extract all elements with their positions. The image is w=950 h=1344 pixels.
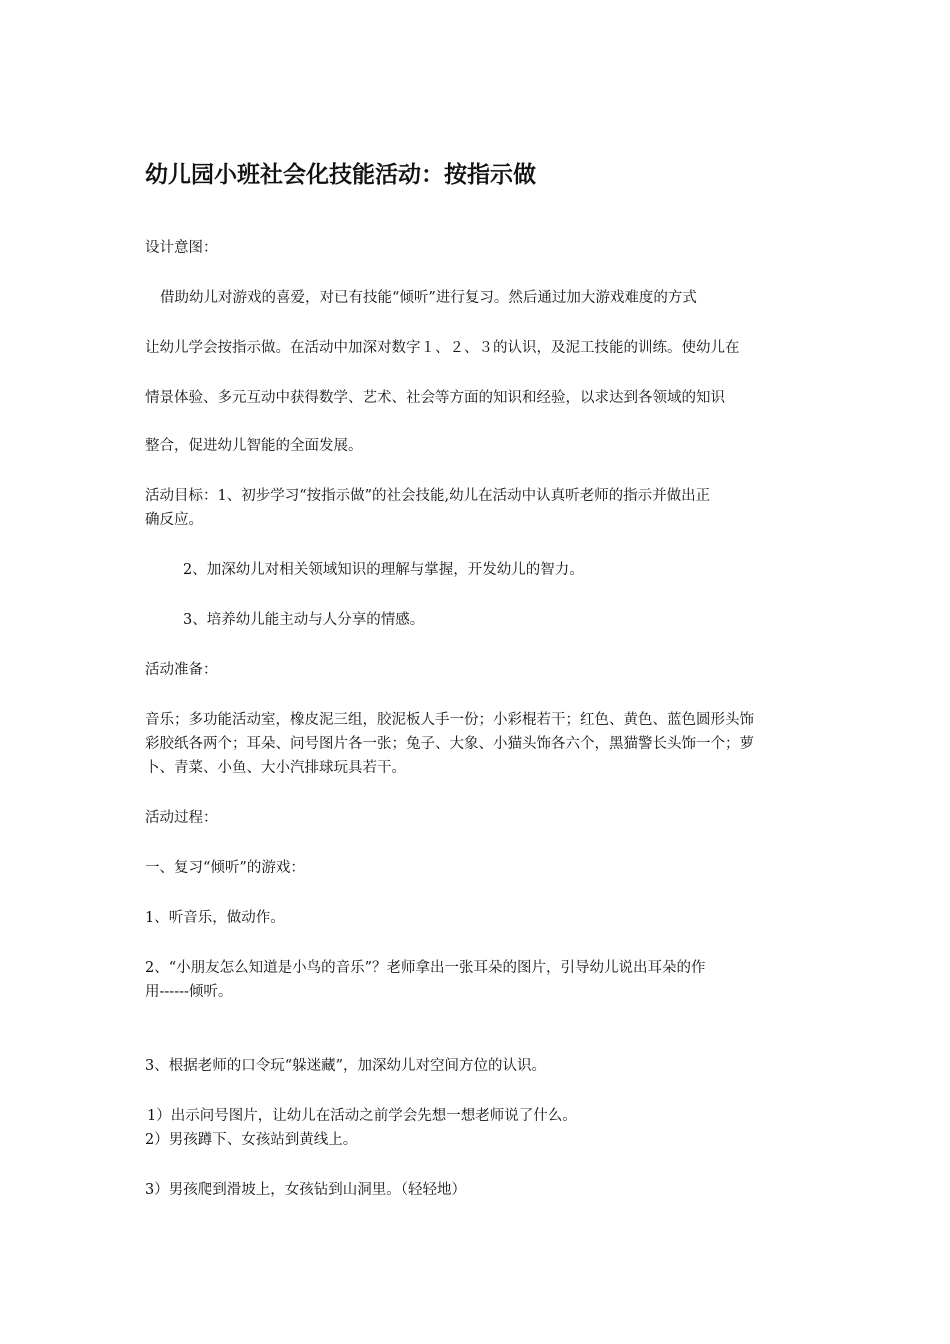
process-step: 3、根据老师的口令玩“躲迷藏”，加深幼儿对空间方位的认识。 [145, 1058, 547, 1074]
preparation-line: 音乐；多功能活动室，橡皮泥三组，胶泥板人手一份；小彩棍若干；红色、黄色、蓝色圆形头饰 [145, 712, 754, 728]
process-step: 用------倾听。 [145, 984, 233, 1000]
preparation-line: 卜、青菜、小鱼、大小汽排球玩具若干。 [145, 760, 406, 776]
objectives-line: 确反应。 [145, 512, 203, 528]
document-title: 幼儿园小班社会化技能活动：按指示做 [145, 162, 536, 188]
paragraph-line: 整合，促进幼儿智能的全面发展。 [145, 438, 363, 454]
process-step: 1、听音乐，做动作。 [145, 910, 285, 926]
preparation-heading: 活动准备： [145, 662, 218, 678]
process-section: 一、复习“倾听”的游戏： [145, 860, 305, 876]
process-substep: 1）出示问号图片，让幼儿在活动之前学会先想一想老师说了什么。 [147, 1108, 577, 1124]
process-step: 2、“小朋友怎么知道是小鸟的音乐”？老师拿出一张耳朵的图片，引导幼儿说出耳朵的作 [145, 960, 706, 976]
paragraph-line: 借助幼儿对游戏的喜爱，对已有技能“倾听”进行复习。然后通过加大游戏难度的方式 [160, 290, 697, 306]
paragraph-line: 让幼儿学会按指示做。在活动中加深对数字１、２、３的认识，及泥工技能的训练。使幼儿在 [145, 340, 740, 356]
objective-item: 2、加深幼儿对相关领域知识的理解与掌握，开发幼儿的智力。 [183, 562, 584, 578]
process-substep: 2）男孩蹲下、女孩站到黄线上。 [145, 1132, 358, 1148]
process-heading: 活动过程： [145, 810, 218, 826]
objective-item: 3、培养幼儿能主动与人分享的情感。 [183, 612, 425, 628]
design-intent-heading: 设计意图： [145, 240, 218, 256]
objectives-line: 活动目标：1、初步学习“按指示做”的社会技能,幼儿在活动中认真听老师的指示并做出正 [145, 488, 711, 504]
paragraph-line: 情景体验、多元互动中获得数学、艺术、社会等方面的知识和经验，以求达到各领域的知识 [145, 390, 725, 406]
preparation-line: 彩胶纸各两个；耳朵、问号图片各一张；兔子、大象、小猫头饰各六个，黑猫警长头饰一个；萝 [145, 736, 754, 752]
process-substep: 3）男孩爬到滑坡上，女孩钻到山洞里。（轻轻地） [145, 1182, 466, 1198]
